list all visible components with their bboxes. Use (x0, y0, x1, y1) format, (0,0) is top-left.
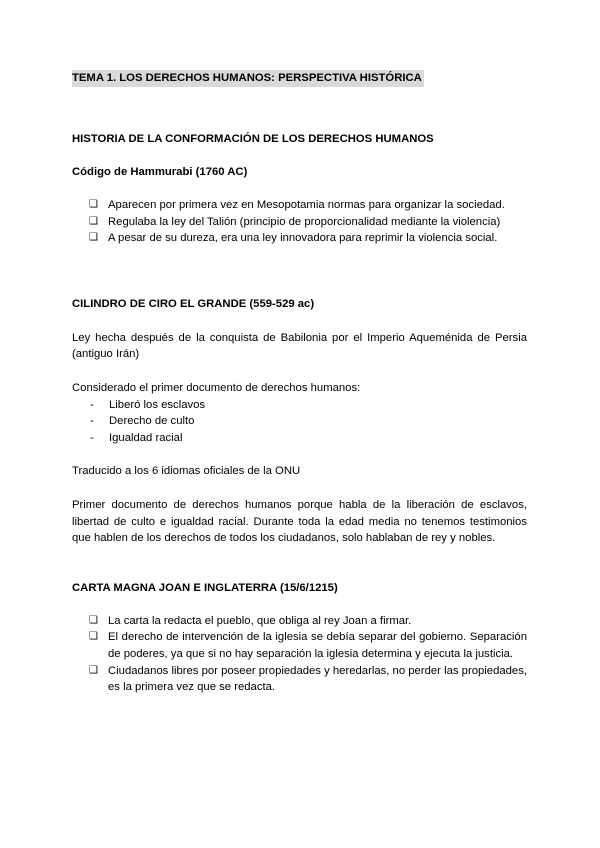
list-item-text: Igualdad racial (109, 431, 183, 444)
document-title: TEMA 1. LOS DERECHOS HUMANOS: PERSPECTIVA HISTÓRICA (72, 70, 424, 87)
checkbox-bullet-icon: ❑ (89, 199, 98, 210)
section-heading-historia: HISTORIA DE LA CONFORMACIÓN DE LOS DERECHOS HUMANOS (72, 133, 434, 145)
list-item-text: La carta la redacta el pueblo, que obliga al rey Joan a firmar. (108, 614, 412, 627)
section-historia (72, 131, 527, 247)
list-item (72, 413, 527, 430)
section-cilindro-ciro (72, 296, 527, 547)
list-item-text: Aparecen por primera vez en Mesopotamia normas para organizar la sociedad. (108, 199, 505, 211)
list-item (72, 613, 527, 630)
list-item (72, 397, 527, 414)
list-item (72, 430, 527, 447)
list-item (72, 230, 527, 247)
carta-magna-bullet-list (72, 613, 527, 696)
checkbox-bullet-icon: ❑ (89, 232, 98, 244)
section-heading-carta-magna: CARTA MAGNA JOAN E INGLATERRA (15/6/1215) (72, 581, 338, 594)
checkbox-bullet-icon: ❑ (89, 614, 98, 626)
section-heading-ciro: CILINDRO DE CIRO EL GRANDE (559-529 ac) (72, 297, 315, 310)
paragraph-ciro-primer-documento: Primer documento de derechos humanos porque habla de la liberación de esclavos, libertad de culto e igualdad racial. Durante toda la edad media no tenemos testimonios que hablen de los derechos de todos los ciudadanos, solo hablaban de rey y nobles. (72, 498, 527, 545)
list-item-text: Ciudadanos libres por poseer propiedades y heredarlas, no perder las propiedades, es la primera vez que se redacta. (108, 664, 527, 694)
ciro-dash-list (72, 397, 527, 447)
section-carta-magna (72, 580, 527, 696)
list-item (72, 663, 527, 696)
list-item (72, 629, 527, 662)
paragraph-ciro-traducido: Traducido a los 6 idiomas oficiales de la ONU (72, 465, 301, 478)
list-item-text: Regulaba la ley del Talión (principio de proporcionalidad mediante la violencia) (108, 215, 501, 228)
list-item-text: Derecho de culto (109, 415, 195, 428)
subheading-hammurabi: Código de Hammurabi (1760 AC) (72, 166, 248, 178)
checkbox-bullet-icon: ❑ (89, 664, 98, 676)
dash-bullet: - (90, 415, 94, 428)
checkbox-bullet-icon: ❑ (89, 631, 98, 643)
checkbox-bullet-icon: ❑ (89, 215, 98, 227)
dash-bullet: - (90, 398, 94, 411)
list-item-text: Liberó los esclavos (109, 398, 206, 411)
list-item-text: A pesar de su dureza, era una ley innovadora para reprimir la violencia social. (108, 232, 498, 245)
paragraph-ciro-considerado: Considerado el primer documento de derechos humanos: (72, 381, 361, 394)
hammurabi-bullet-list (72, 197, 527, 247)
dash-bullet: - (90, 431, 94, 444)
list-item-text: El derecho de intervención de la iglesia se debía separar del gobierno. Separación de poderes, ya que si no hay separación la iglesia determina y ejecuta la justicia. (108, 631, 527, 660)
list-item (72, 197, 527, 214)
paragraph-ciro-ley: Ley hecha después de la conquista de Babilonia por el Imperio Aqueménida de Persia (antiguo Irán) (72, 331, 527, 361)
list-item (72, 214, 527, 231)
